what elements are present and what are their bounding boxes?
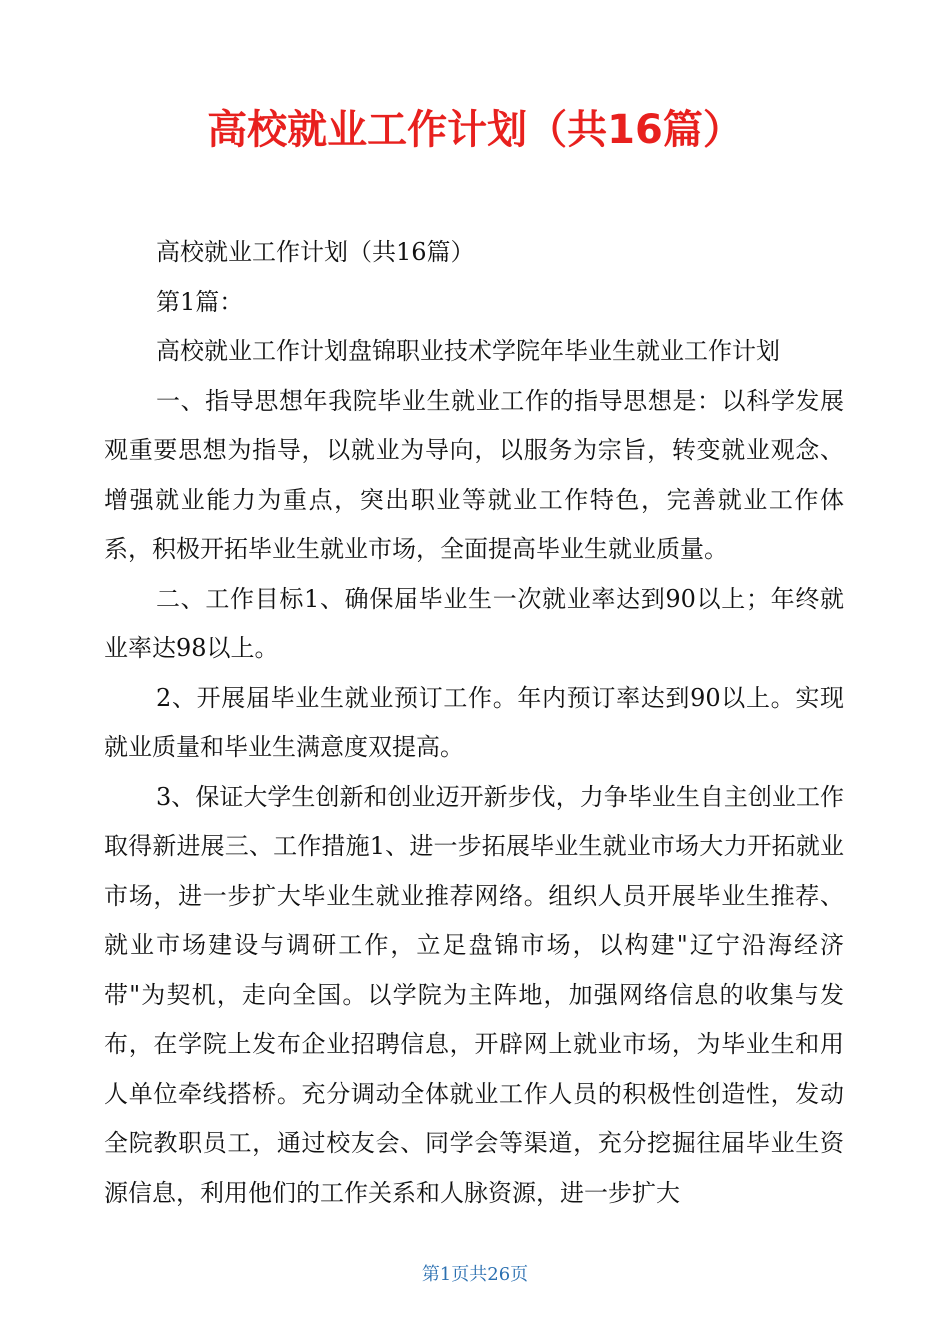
paragraph-work-goal: 二、工作目标1、确保届毕业生一次就业率达到90以上；年终就业率达98以上。 xyxy=(104,584,844,662)
paragraph-guiding-thought: 一、指导思想年我院毕业生就业工作的指导思想是：以科学发展观重要思想为指导，以就业为导向，以服务为宗旨，转变就业观念、增强就业能力为重点，突出职业等就业工作特色，完善就业工作体系，积极开拓毕业生就业市场，全面提高毕业生就业质量。 xyxy=(104,386,844,563)
paragraph-part-label: 第1篇： xyxy=(156,287,244,316)
document-title: 高校就业工作计划（共16篇） xyxy=(207,107,743,153)
paragraph-subtitle: 高校就业工作计划（共16篇） xyxy=(156,238,475,266)
paragraph-plan-heading: 高校就业工作计划盘锦职业技术学院年毕业生就业工作计划 xyxy=(156,337,780,365)
paragraph-goal-3: 3、保证大学生创新和创业迈开新步伐，力争毕业生自主创业工作取得新进展三、工作措施1、进一步拓展毕业生就业市场大力开拓就业市场，进一步扩大毕业生就业推荐网络。组织人员开展毕业生推荐、就业市场建设与调研工作，立足盘锦市场，以构建"辽宁沿海经济带"为契机，走向全国。以学院为主阵地，加强网络信息的收集与发布，在学院上发布企业招聘信息，开辟网上就业市场，为毕业生和用人单位牵线搭桥。充分调动全体就业工作人员的积极性创造性，发动全院教职员工，通过校友会、同学会等渠道，充分挖掘往届毕业生资源信息，利用他们的工作关系和人脉资源，进一步扩大 xyxy=(104,782,844,1207)
document-body xyxy=(104,228,844,1218)
paragraph-goal-2: 2、开展届毕业生就业预订工作。年内预订率达到90以上。实现就业质量和毕业生满意度双提高。 xyxy=(104,683,844,761)
page-number-footer: 第1页共26页 xyxy=(421,1264,529,1285)
